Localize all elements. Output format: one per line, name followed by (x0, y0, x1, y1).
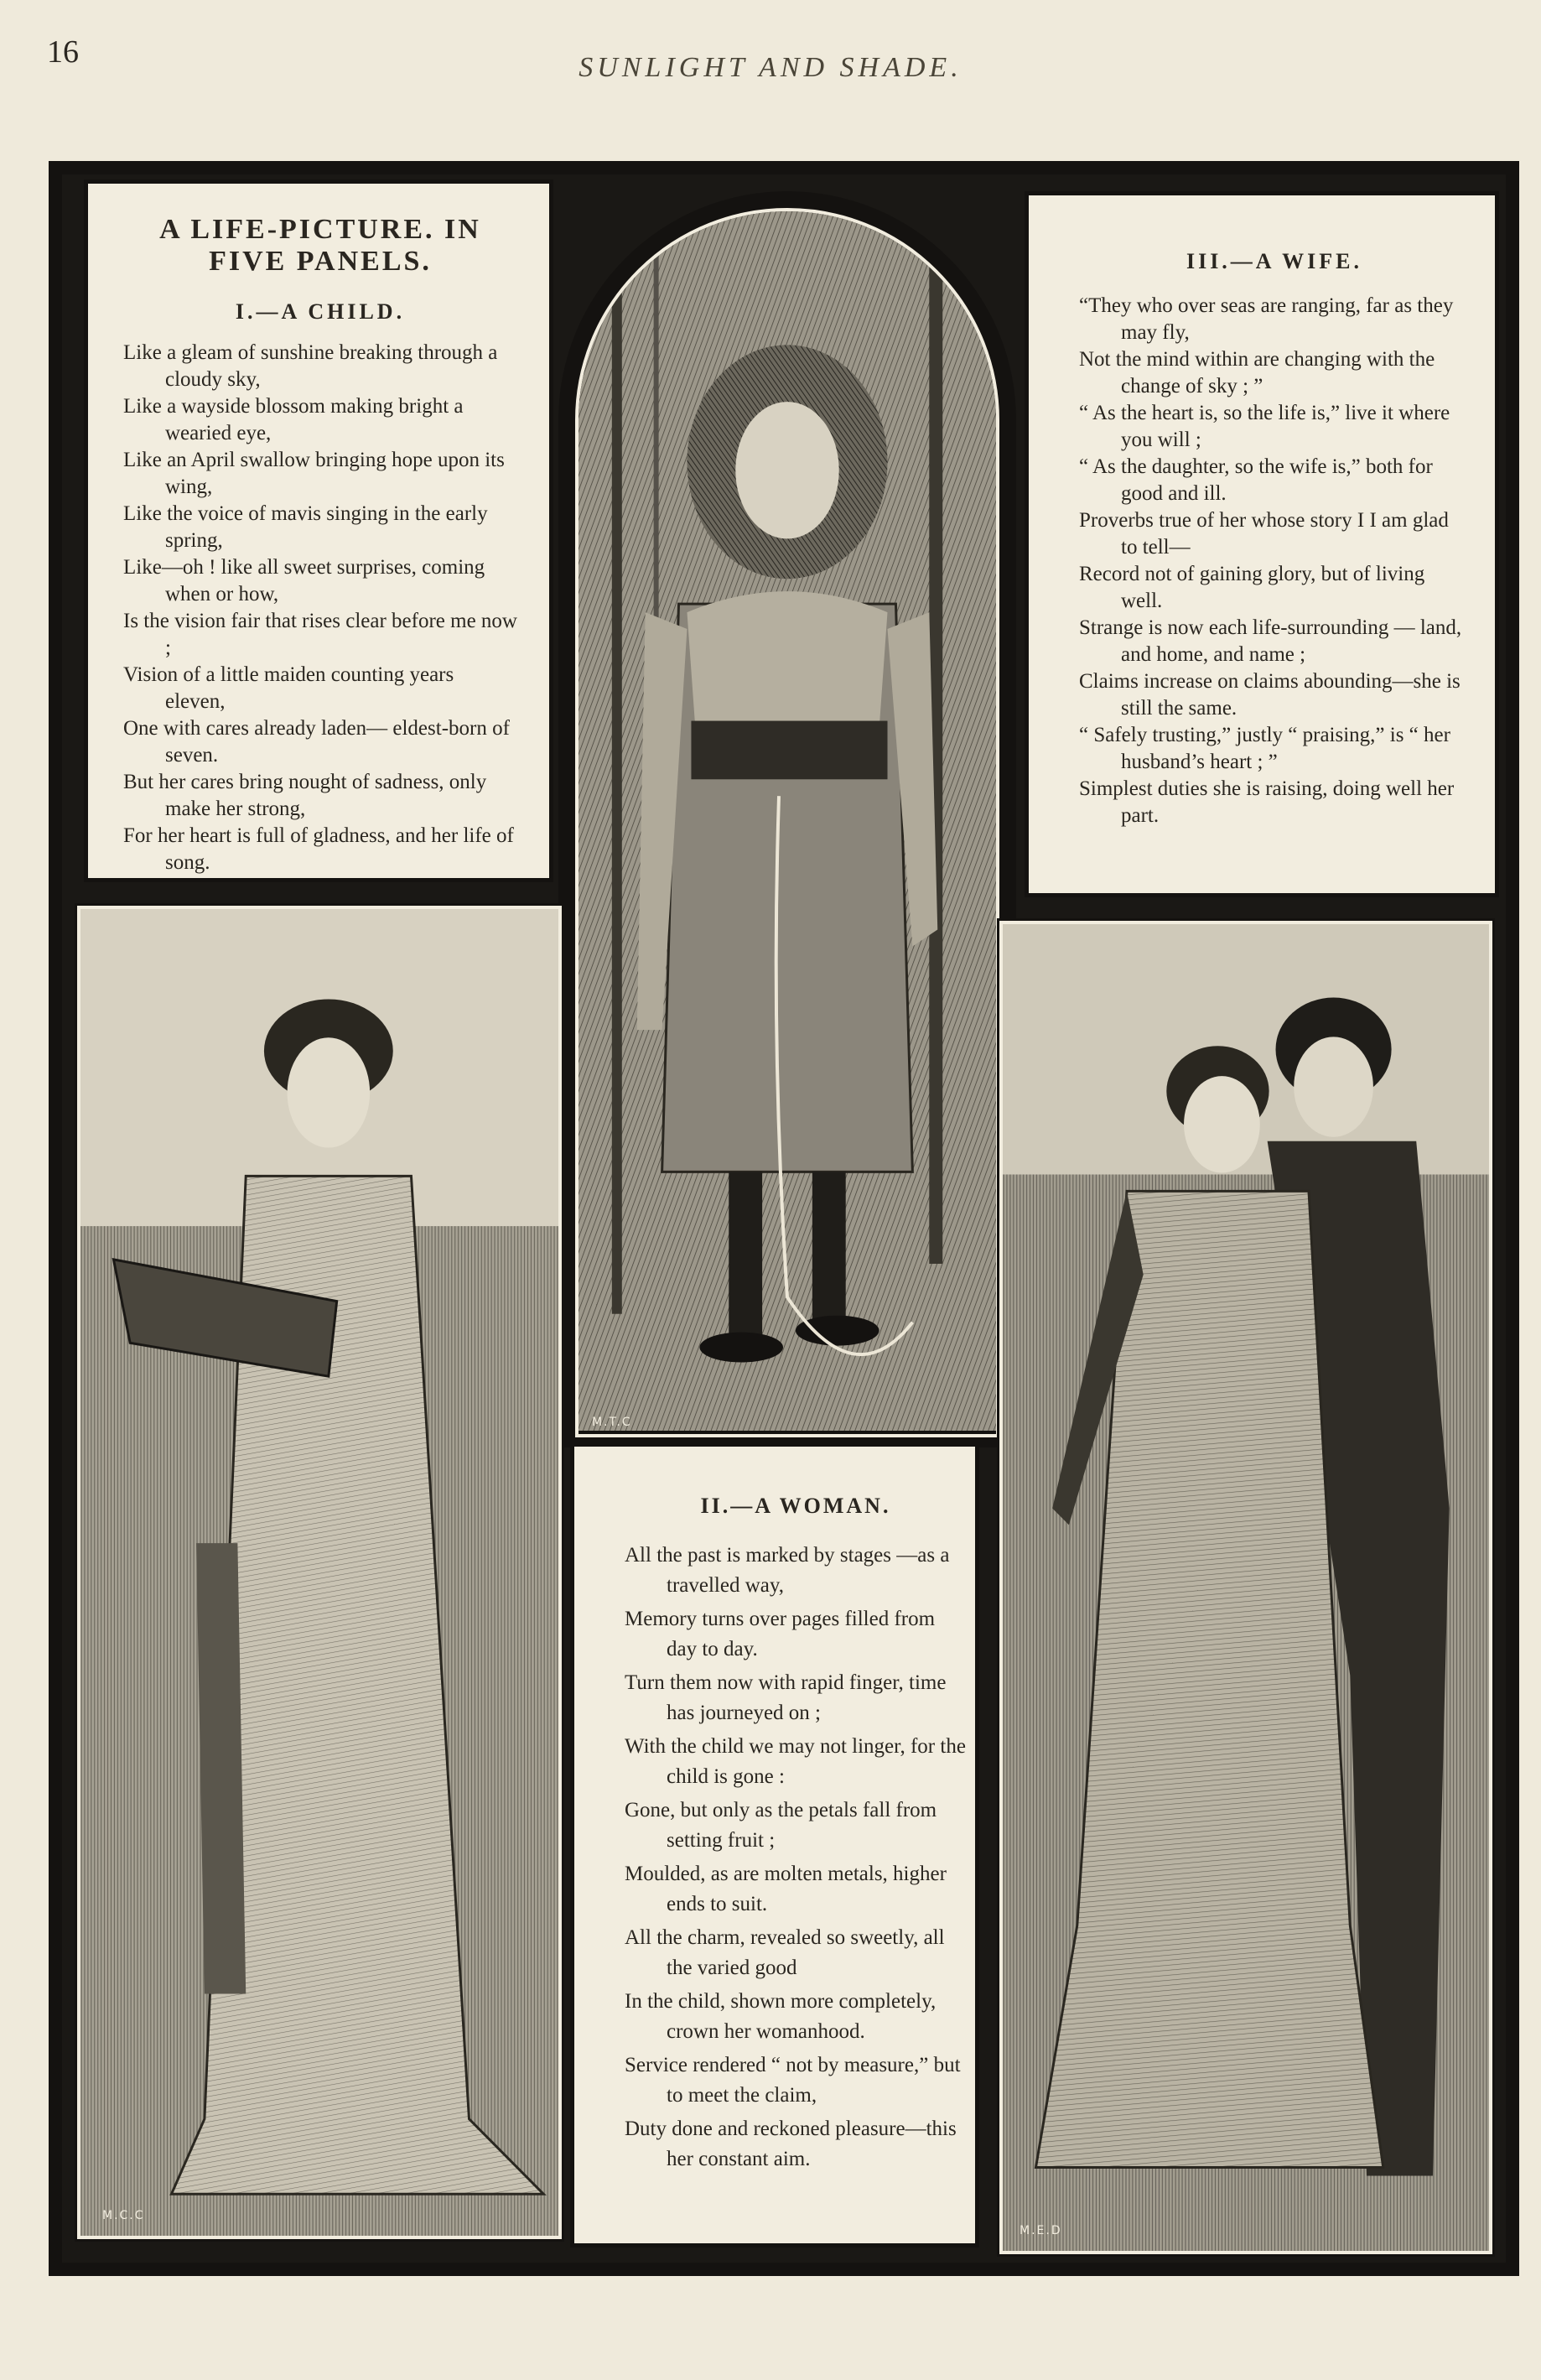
verse-line: Claims increase on claims abounding—she is still the same. (1079, 670, 1461, 720)
verse-line: “They who over seas are ranging, far as they may fly, (1079, 294, 1454, 344)
verse-line: In the child, shown more completely, crown her womanhood. (625, 1990, 937, 2043)
poem-woman (625, 1541, 967, 2175)
verse-line: Service rendered “ not by measure,” but to meet the claim, (625, 2054, 961, 2107)
running-title: SUNLIGHT AND SHADE. (579, 52, 962, 83)
verse-line: Moulded, as are molten metals, higher ends to suit. (625, 1863, 947, 1915)
signature-wife: M.E.D (1020, 2224, 1062, 2237)
verse-line: But her cares bring nought of sadness, only make her strong, (123, 771, 487, 820)
section-title-child: I.—A CHILD. (235, 299, 406, 324)
panel-woman-text (570, 1442, 979, 2247)
verse-line: Like a gleam of sunshine breaking through a cloudy sky, (123, 341, 498, 391)
verse-line: Simplest duties she is raising, doing well her part. (1079, 777, 1455, 827)
panel-child-text (84, 179, 553, 882)
signature-woman: M.C.C (102, 2209, 145, 2222)
verse-line: Record not of gaining glory, but of living well. (1079, 563, 1425, 612)
verse-line: Like a wayside blossom making bright a wearied eye, (123, 395, 464, 444)
verse-line: With the child we may not linger, for the child is gone : (625, 1735, 966, 1788)
verse-line: All the charm, revealed so sweetly, all the varied good (625, 1926, 945, 1979)
illustration-child (558, 191, 1016, 1447)
verse-line: Vision of a little maiden counting years eleven, (123, 663, 454, 713)
verse-line: Like the voice of mavis singing in the early spring, (123, 502, 488, 552)
verse-line: Duty done and reckoned pleasure—this her constant aim. (625, 2118, 957, 2170)
verse-line: Like—oh ! like all sweet surprises, coming when or how, (123, 556, 485, 605)
child-engraving (579, 211, 996, 1431)
woman-engraving (80, 909, 558, 2236)
verse-line: Proverbs true of her whose story I I am glad to tell— (1079, 509, 1449, 559)
illustration-woman (77, 906, 562, 2239)
page-number: 16 (47, 34, 79, 70)
verse-line: Gone, but only as the petals fall from setting fruit ; (625, 1799, 937, 1852)
wife-engraving (1003, 924, 1489, 2251)
poem-wife (1079, 293, 1470, 829)
verse-line: One with cares already laden— eldest-born of seven. (123, 717, 510, 766)
section-title-woman: II.—A WOMAN. (700, 1494, 891, 1518)
verse-line: For her heart is full of gladness, and her life of song. (123, 824, 514, 874)
section-title-wife: III.—A WIFE. (1186, 249, 1363, 273)
verse-line: Memory turns over pages filled from day to day. (625, 1608, 936, 1660)
verse-line: Not the mind within are changing with the change of sky ; ” (1079, 348, 1435, 398)
illustration-wife (999, 921, 1492, 2254)
verse-line: Like an April swallow bringing hope upon its wing, (123, 449, 505, 498)
verse-line: “ As the heart is, so the life is,” live it where you will ; (1079, 402, 1450, 451)
verse-line: Turn them now with rapid finger, time has journeyed on ; (625, 1671, 947, 1724)
verse-line: All the past is marked by stages —as a travelled way, (625, 1544, 950, 1597)
poem-title: A LIFE-PICTURE. IN FIVE PANELS. (159, 214, 481, 277)
verse-line: “ As the daughter, so the wife is,” both for good and ill. (1079, 455, 1433, 505)
verse-line: Is the vision fair that rises clear before me now ; (123, 610, 517, 659)
verse-line: “ Safely trusting,” justly “ praising,” is “ her husband’s heart ; ” (1079, 724, 1450, 773)
signature-child: M.T.C (592, 1416, 632, 1429)
panel-wife-text (1025, 191, 1499, 897)
verse-line: Strange is now each life-surrounding — land, and home, and name ; (1079, 616, 1462, 666)
poem-child (123, 340, 517, 876)
